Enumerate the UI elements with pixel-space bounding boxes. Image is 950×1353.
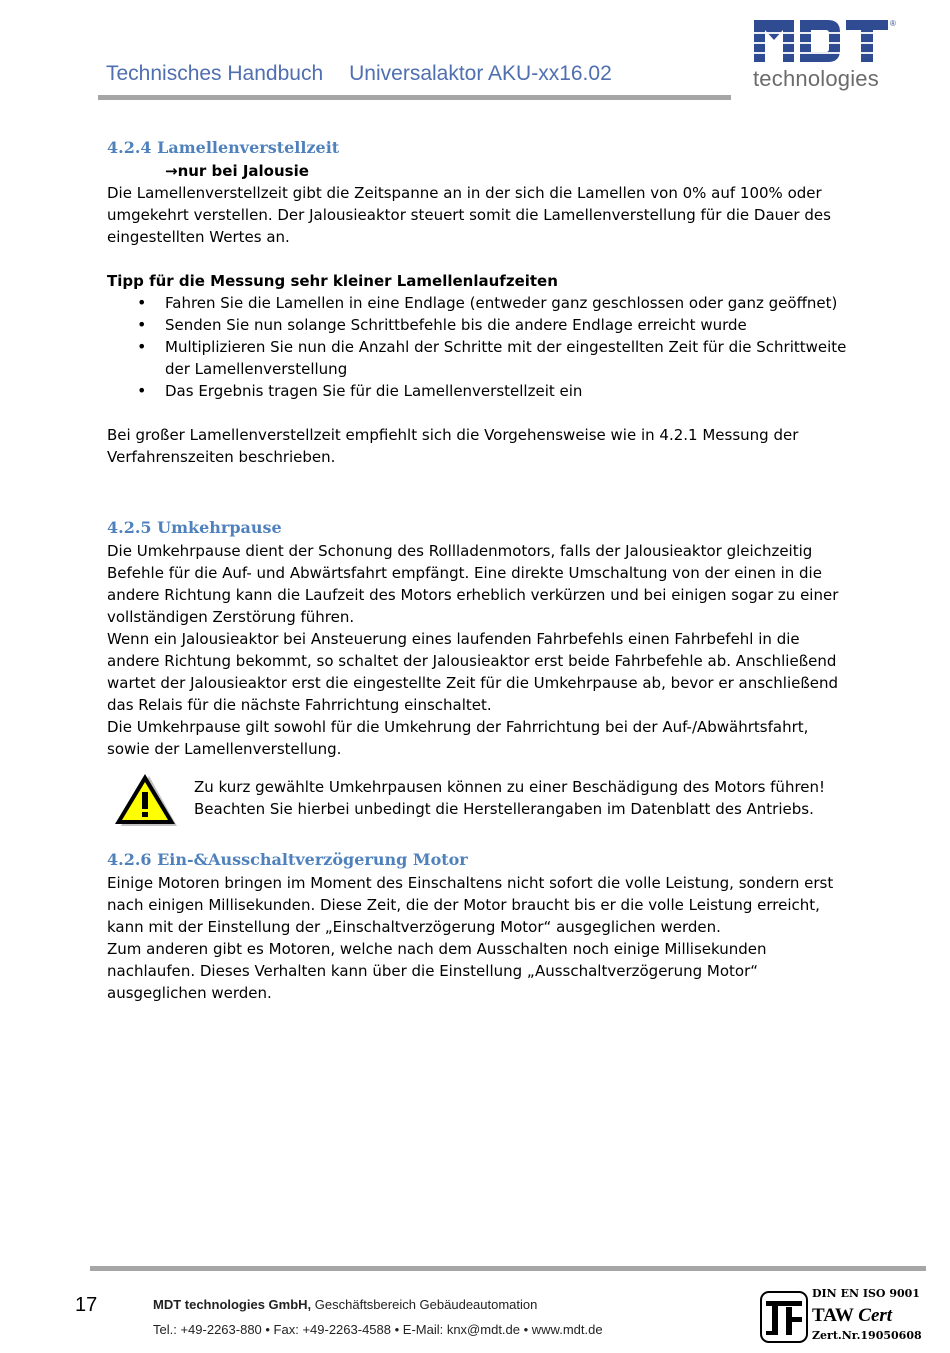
warning-triangle-icon <box>111 772 179 828</box>
section-heading-4-2-5: 4.2.5 Umkehrpause <box>107 518 282 537</box>
manual-title: Technisches Handbuch <box>106 62 324 85</box>
cert-number: Zert.Nr.19050608 <box>812 1329 922 1342</box>
warning-line: Zu kurz gewählte Umkehrpausen können zu einer Beschädigung des Motors führen! <box>194 778 826 796</box>
company-name: MDT technologies GmbH, <box>153 1297 312 1312</box>
taw-cert-logo-icon <box>760 1291 808 1343</box>
paragraph: Die Umkehrpause dient der Schonung des Rollladenmotors, falls der Jalousieaktor gleichzeitig Befehle für die Auf- und Abwärtsfahrt empfängt. Eine direkte Umschaltung von der einen in die andere Richtung kann die Laufzeit des Motors erheblich verkürzen und bei einigen sogar zu einer vollständigen Zerstörung führen. <box>107 542 839 626</box>
paragraph: Zum anderen gibt es Motoren, welche nach dem Ausschalten noch einige Millisekunden nachlaufen. Dieses Verhalten kann über die Einstellung „Ausschaltverzögerung Motor“ ausgeglichen werden. <box>107 940 767 1002</box>
logo-subtitle: technologies <box>753 66 879 91</box>
registered-mark: ® <box>890 19 896 28</box>
section-heading-4-2-4: 4.2.4 Lamellenverstellzeit <box>107 138 340 157</box>
page-number: 17 <box>75 1294 98 1316</box>
header-divider <box>98 95 731 100</box>
warning-text <box>194 776 854 820</box>
paragraph: Einige Motoren bringen im Moment des Einschaltens nicht sofort die volle Leistung, sondern erst nach einigen Millisekunden. Diese Zeit, die der Motor braucht bis er die volle Leistung erreicht, kann mit der Einstellung der „Einschaltverzögerung Motor“ ausgeglichen werden. <box>107 874 834 936</box>
paragraph: Die Umkehrpause gilt sowohl für die Umkehrung der Fahrrichtung bei der Auf-/Abwährtsfahrt, sowie der Lamellenverstellung. <box>107 718 809 758</box>
company-line <box>153 1297 537 1312</box>
document-title <box>106 62 612 86</box>
mdt-logo-mark <box>752 18 890 64</box>
paragraph: Wenn ein Jalousieaktor bei Ansteuerung eines laufenden Fahrbefehls einen Fahrbefehl in die andere Richtung bekommt, so schaltet der Jalousieaktor erst beide Fahrbefehle ab. Anschließend wartet der Jalousieaktor erst die eingestellte Zeit für die Umkehrpause ab, bevor er anschließend das Relais für die nächste Fahrrichtung einschaltet. <box>107 630 839 714</box>
warning-box <box>107 770 852 826</box>
certification-badge <box>760 1287 930 1347</box>
tip-heading: Tipp für die Messung sehr kleiner Lamellenlaufzeiten <box>107 272 558 290</box>
list-item: • Senden Sie nun solange Schrittbefehle bis die andere Endlage erreicht wurde <box>107 314 852 336</box>
jalousie-only-note: →nur bei Jalousie <box>165 162 309 180</box>
iso-norm: DIN EN ISO 9001 <box>812 1287 920 1300</box>
list-item: • Das Ergebnis tragen Sie für die Lamellenverstellzeit ein <box>107 380 852 402</box>
contact-line: Tel.: +49-2263-880 • Fax: +49-2263-4588 • E-Mail: knx@mdt.de • www.mdt.de <box>153 1322 603 1337</box>
warning-line: Beachten Sie hierbei unbedingt die Herstellerangaben im Datenblatt des Antriebs. <box>194 800 814 818</box>
footer-divider <box>90 1266 926 1271</box>
list-item: • Fahren Sie die Lamellen in eine Endlage (entweder ganz geschlossen oder ganz geöffnet) <box>107 292 852 314</box>
product-title: Universalaktor AKU-xx16.02 <box>349 62 612 85</box>
cert-name: TAW Cert <box>812 1305 893 1326</box>
paragraph: Bei großer Lamellenverstellzeit empfiehlt sich die Vorgehensweise wie in 4.2.1 Messung der Verfahrenszeiten beschrieben. <box>107 426 799 466</box>
list-item: • Multiplizieren Sie nun die Anzahl der Schritte mit der eingestellten Zeit für die Schrittweite der Lamellenverstellung <box>107 336 852 380</box>
company-division: Geschäftsbereich Gebäudeautomation <box>311 1297 538 1312</box>
mdt-logo <box>752 18 902 96</box>
section-heading-4-2-6: 4.2.6 Ein-&Ausschaltverzögerung Motor <box>107 850 468 869</box>
page-content <box>107 136 852 1004</box>
paragraph: Die Lamellenverstellzeit gibt die Zeitspanne an in der sich die Lamellen von 0% auf 100% oder umgekehrt verstellen. Der Jalousieaktor steuert somit die Lamellenverstellung für die Dauer des eingestellten Wertes an. <box>107 184 831 246</box>
tip-list <box>107 292 852 402</box>
